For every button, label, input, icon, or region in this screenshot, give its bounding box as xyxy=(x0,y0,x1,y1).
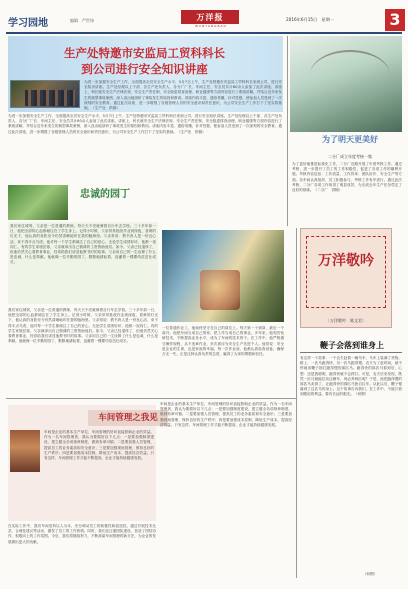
header-rule xyxy=(6,32,402,34)
lower-left-article-body: 我们家住城郊，父亲是一位普通的教师，每天天不亮就骑着自行车去学校。三十多年如一日，他把全部的心血都倾注在了学生身上。记得小时候，父亲常常批改作业到深夜，昏黄的灯光下，他认真的身影至今仍然清晰地印在我的脑海里。父亲常说：教书育人是一份良心活，来不得半点马虎。他对每一个学生都倾注了自己的爱心，无论学生成绩好坏，他都一视同仁。有的学生家境贫寒，父亲就拿出自己微薄的工资资助他们。如今，父亲已经退休了，但他仍然关心着教育事业，经常给我们讲述他教书时的故事。父亲用自己的一生诠释了什么是忠诚，什么是奉献。他就像一位辛勤的园丁，默默地耕耘着，浇灌着一棵棵幼苗茁壮成长。 xyxy=(8,308,158,344)
management-article-title: 车间管理之我见 xyxy=(98,413,158,423)
lecture-audience-image xyxy=(25,90,75,106)
section-divider xyxy=(6,398,296,399)
calligraphy-text: 万洋敬吟 xyxy=(318,253,374,269)
green-article-body: 我们家住城郊，父亲是一位普通的教师，每天天不亮就骑着自行车去学校。三十多年如一日，他把全部的心血都倾注在了学生身上。记得小时候，父亲常常批改作业到深夜，昏黄的灯光下，他认真的身影至今仍然清晰地印在我的脑海里。父亲常说：教书育人是一份良心活，来不得半点马虎。他对每一个学生都倾注了自己的爱心，无论学生成绩好坏，他都一视同仁。有的学生家境贫寒，父亲就拿出自己微薄的工资资助他们。如今，父亲已经退休了，但他仍然关心着教育事业，经常给我们讲述他教书时的故事。父亲用自己的一生诠释了什么是忠诚，什么是奉献。他就像一位辛勤的园丁，默默地耕耘着，浇灌着一棵棵幼苗茁壮成长。 xyxy=(10,224,156,265)
essay-title: 鞭子会落到谁身上 xyxy=(320,340,384,350)
right-article-body: 为了更好地推进标准化工作，二分厂近期开展了年度考核工作。通过考核，进一步提升了员工的工作积极性，促进了各项工作的顺利开展。考核内容包括：工作质量、工作效率、团队协作、安全生产等方面。各车间认真组织，员工积极参与，考核工作有序进行。通过此次考核，二分厂各项工作取得了明显成效，为完成全年生产任务奠定了良好的基础。（二分厂 供稿） xyxy=(292,162,402,193)
garden-photo xyxy=(8,185,68,220)
lead-title-line1: 生产处特邀市安监局工贸科科长 xyxy=(64,46,225,60)
right-article-subtitle: 二分厂成立年度考核一集 xyxy=(328,154,372,159)
author-portrait xyxy=(10,430,40,472)
lead-article-title xyxy=(12,45,277,77)
lead-title-line2: 到公司进行安全知识讲座 xyxy=(81,62,208,76)
issue-date: 2016年6月15日 星期一 xyxy=(286,17,334,22)
section-title: 学习园地 xyxy=(8,18,48,29)
middle-article-body: 一位普通作业工，他始终坚守在自己的岗位上。每天第一个到岗，最后一个离开。他把车间当成自己的家，把工作当成自己的事业。多年来，他刻苦钻研技术，不断提高业务水平，成为了车间的技术骨干。在工作中，他严格遵守操作规程，从不违章作业，多次被评为安全生产先进个人。他常说：安全是企业的生命，也是家庭的幸福。每一次作业前，他都认真检查设备，确保万无一失。正是这种认真负责的态度，赢得了大家的尊敬和信任。 xyxy=(162,326,284,357)
right-article-title: 为了明天更美好 xyxy=(322,134,378,144)
green-article-title: 忠诚的园丁 xyxy=(80,189,130,200)
lead-article-intro: 为进一步加强安全生产工作，全面提高全员安全生产水平，5月7日上午，生产处特邀市安监局工贸科科长来到公司，进行安全知识讲座。生产处经理以上干部、各生产处负责人、各分厂厂长、车间主任、安全员共计80余人参加了此次讲座。讲座上，科长就安全生产法律法规、安全生产责任制、安全隐患排查治理、职业健康等方面内容进行了系统讲解，并结合近年来发生的典型事故案例，深入浅出地剖析了事故发生的原因和教训。讲座内容丰富，通俗易懂，针对性强，使参加人员受到了一次深刻的安全教育。通过此次讲座，进一步增强了各级管理人员的安全意识和责任意识，为公司安全生产工作打下了坚实的基础。（生产处 供稿） xyxy=(84,80,282,110)
lead-article-body: 为进一步加强安全生产工作，全面提高全员安全生产水平，5月7日上午，生产处特邀市安监局工贸科科长来到公司，进行安全知识讲座。生产处经理以上干部、各生产处负责人、各分厂厂长、车间主任、安全员共计80余人参加了此次讲座。讲座上，科长就安全生产法律法规、安全生产责任制、安全隐患排查治理、职业健康等方面内容进行了系统讲解，并结合近年来发生的典型事故案例，深入浅出地剖析了事故发生的原因和教训。讲座内容丰富，通俗易懂，针对性强，使参加人员受到了一次深刻的安全教育。通过此次讲座，进一步增强了各级管理人员的安全意识和责任意识，为公司安全生产工作打下了坚实的基础。（生产处 供稿） xyxy=(8,114,282,134)
branch-decoration xyxy=(310,50,390,100)
newspaper-logo: 万洋报 xyxy=(181,10,239,24)
column-divider xyxy=(287,36,288,226)
page-number: 3 xyxy=(385,9,405,31)
calligraphy-caption: 〔万洋敬吟 陈文君〕 xyxy=(326,318,366,323)
essay-title-rule xyxy=(300,352,402,353)
editor-credit: 编辑 严世炜 xyxy=(70,18,94,23)
column-divider-right xyxy=(296,228,297,578)
newspaper-logo-pinyin: WANYANGBAO xyxy=(195,24,227,28)
essay-body: 有这样一个故事：一个农夫赶着一辆马车，马车上装满了货物。路上，一匹马跑得快，另一匹马跑得慢。农夫为了赶时间，就不停地用鞭子抽打跑得慢的那匹马。跑得快的那匹马看到后，心想：还是我聪明，跑得快就不会挨打。可是，农夫后来发现，既然一匹马就能拉动这辆车，何必养两匹呢？于是，他把跑得慢的那匹马卖掉了，让跑得快的那匹马独自拉车。从此以后，鞭子便落到了这匹马的身上。这个故事告诉我们，在工作中，不能只看到眼前的利益，要有长远的眼光。（何钢） xyxy=(300,356,402,397)
calligraphy-frame xyxy=(306,236,386,308)
essay-author: （何钢） xyxy=(362,572,378,576)
management-article-body: 在实际工作中，我们车间坚持以人为本，充分调动员工的积极性和创造性。通过开展技术比武、合理化建议等活动，激发了员工的工作热情。同时，我们还注重团队建设，营造了团结协作、积极向上的工作氛围。今后，我们将继续努力，不断探索车间管理的新方法，为企业的发展做出更大的贡献。 xyxy=(8,524,156,544)
worker-portrait-image xyxy=(200,270,240,310)
management-article-continued: 车间是企业的基本生产单位，车间管理的好坏直接影响企业的效益。作为一名车间管理者，我认为要做好以下几点：一是要加强制度建设，建立健全各项规章制度，做到有章可循；二是要加强人员管理，提高员工的业务素质和安全意识；三是要加强现场管理，保持良好的生产秩序；四是要加强成本控制，降低生产成本，提高经济效益。只有这样，车间管理工作才能不断提高，企业才能持续健康发展。 xyxy=(160,402,292,427)
management-article-intro: 车间是企业的基本生产单位，车间管理的好坏直接影响企业的效益。作为一名车间管理者，我认为要做好以下几点：一是要加强制度建设，建立健全各项规章制度，做到有章可循；二是要加强人员管理，提高员工的业务素质和安全意识；三是要加强现场管理，保持良好的生产秩序；四是要加强成本控制，降低生产成本，提高经济效益。只有这样，车间管理工作才能不断提高，企业才能持续健康发展。 xyxy=(44,430,154,461)
